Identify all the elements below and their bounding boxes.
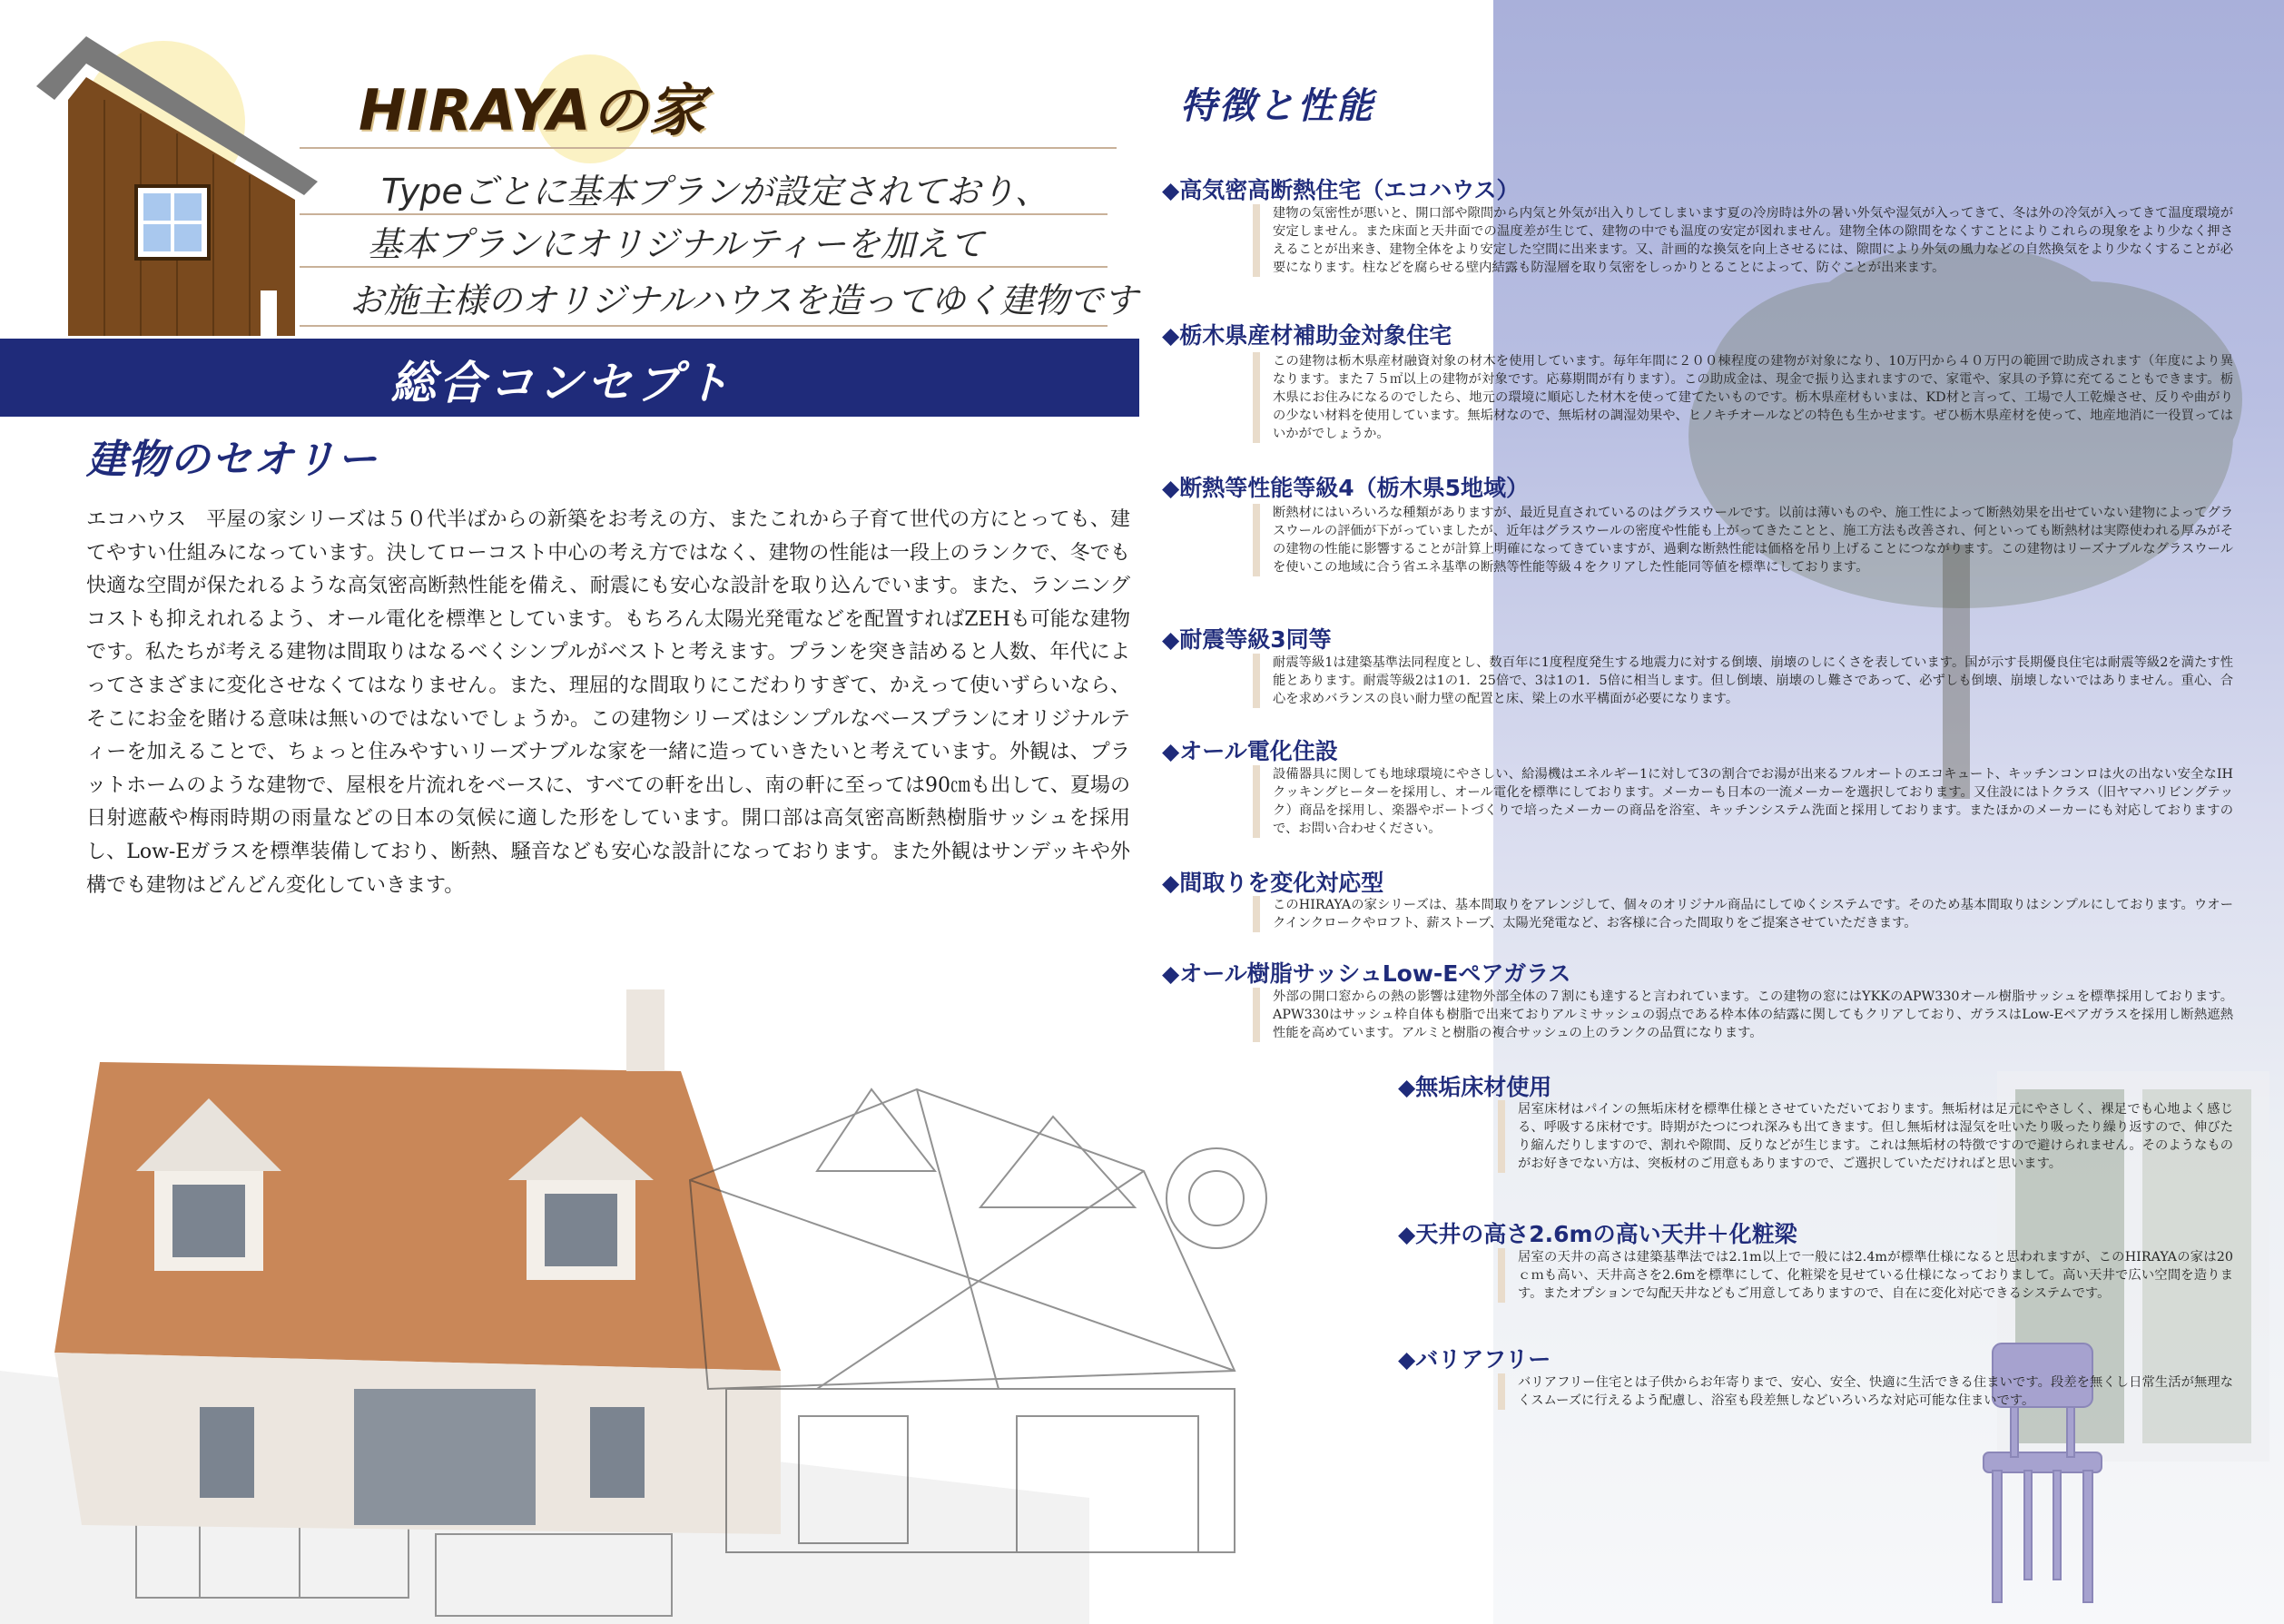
- feature-heading-1: ◆高気密高断熱住宅（エコハウス）: [1162, 177, 1520, 203]
- concept-body: エコハウス 平屋の家シリーズは５０代半ばからの新築をお考えの方、またこれから子育て世代の方にとっても、建てやすい仕組みになっています。決してローコスト中心の考え方ではなく、建物の性能は一段上のランクで、冬でも快適な空間が保たれるような高気密高断熱性能を備え、耐震にも安心な設計を取り込んでいます。また、ランニングコストも抑えれれるよう、オール電化を標準としています。もちろん太陽光発電などを配置すればZEHも可能な建物です。私たちが考える建物は間取りはなるべくシンプルがベストと考えます。プランを突き詰めると人数、年代によってさまざまに変化させなくてはなりません。また、理屈的な間取りにこだわりすぎて、かえって使いずらいなら、そこにお金を賭ける意味は無いのではないでしょうか。この建物シリーズはシンプルなベースプランにオリジナルティーを加えることで、ちょっと住みやすいリーズナブルな家を一緒に造っていきたいと考えています。外観は、プラットホームのような建物で、屋根を片流れをベースに、すべての軒を出し、南の軒に至っては90㎝も出して、夏場の日射遮蔽や梅雨時期の雨量などの日本の気候に適した形をしています。開口部は高気密高断熱樹脂サッシュを採用し、Low-Eガラスを標準装備しており、断熱、騒音なども安心な設計になっております。また外観はサンデッキや外構でも建物はどんどん変化していきます。: [86, 508, 1130, 897]
- feature-heading-3: ◆断熱等性能等級4（栃木県5地域）: [1162, 475, 1530, 501]
- divider: [300, 325, 1108, 327]
- tagline-3: お施主様のオリジナルハウスを造ってゆく建物です: [349, 281, 1138, 320]
- feature-body-10: バリアフリー住宅とは子供からお年寄りまで、安心、安全、快適に生活できる住まいです。段差を無くし日常生活が無理なくスムーズに行えるよう配慮し、浴室も段差無しなどいろいろな対応可能な住まいです。: [1498, 1373, 2233, 1410]
- feature-body-1: 建物の気密性が悪いと、開口部や隙間から内気と外気が出入りしてしまいます夏の冷房時は外の暑い外気や湿気が入ってきて、冬は外の冷気が入ってきて温度環境が安定しません。また床面と天井面での温度差が生じて、建物の中でも温度の安定が図れません。建物全体の隙間をなくすことによりこれらの現象をより少なく押さえることが出来き、建物全体をより安定した空間に出来ます。又、計画的な換気を向上させるには、隙間により外気の風力などの自然換気をより少なくすることが必要になります。柱などを腐らせる壁内結露も防湿層を取り気密をしっかりとることによって、防ぐことが出来ます。: [1253, 204, 2233, 277]
- feature-body-8: 居室床材はパインの無垢床材を標準仕様とさせていただいております。無垢材は足元にやさしく、裸足でも心地よく感じる、呼吸する床材です。時期がたつにつれ深みも出てきます。但し無垢材は湿気を吐いたり吸ったり繰り返すので、伸びたり縮んだりしますので、割れや隙間、反りなどが生じます。これは無垢材の特徴ですので避けられません。そのようなものがお好きでない方は、突板材のご用意もありますので、ご選択していただければと思います。: [1498, 1100, 2233, 1173]
- feature-heading-4: ◆耐震等級3同等: [1162, 626, 1332, 653]
- feature-body-4: 耐震等級1は建築基準法同程度とし、数百年に1度程度発生する地震力に対する倒壊、崩壊のしにくさを表しています。国が示す長期優良住宅は耐震等級2を満たす性能とあります。耐震等級2は1の1．25倍で、3は1の1．5倍に相当します。但し倒壊、崩壊のし難さであって、必ずしも倒壊、崩壊しないではありません。重心、合心を求めバランスの良い耐力壁の配置と床、梁上の水平構面が必要になります。: [1253, 654, 2233, 708]
- feature-body-3: 断熱材にはいろいろな種類がありますが、最近見直されているのはグラスウールです。以前は薄いものや、施工性によって断熱効果を出せていない建物によってグラスウールの評価が下がっていましたが、近年はグラスウールの密度や性能も上がってきたことと、施工方法も改善され、何といっても断熱材は実際使われる厚みがその建物の性能に影響することが計算上明確になってきていますが、過剰な断熱性能は価格を吊り上げることにつながります。この建物はリーズナブルなグラスウールを使いこの地域に合う省エネ基準の断熱等性能等級４をクリアした性能同等値を標準にしております。: [1253, 504, 2233, 576]
- divider: [300, 213, 1108, 215]
- feature-heading-9: ◆天井の高さ2.6mの高い天井＋化粧梁: [1398, 1221, 1797, 1247]
- feature-heading-8: ◆無垢床材使用: [1398, 1074, 1552, 1100]
- feature-body-9: 居室の天井の高さは建築基準法では2.1m以上で一般には2.4mが標準仕様になると思われますが、このHIRAYAの家は20ｃｍも高い、天井高さを2.6mを標準にして、化粧梁を見せている仕様になっておりまして。高い天井で広い空間を造ります。またオプションで勾配天井などもご用意してありますので、自在に変化対応できるシステムです。: [1498, 1248, 2233, 1303]
- divider: [300, 266, 1108, 268]
- tagline-2: 基本プランにオリジナルティーを加えて: [368, 224, 985, 264]
- feature-body-5: 設備器具に関しても地球環境にやさしい、給湯機はエネルギー1に対して3の割合でお湯が出来るフルオートのエコキュート、キッチンコンロは火の出ない安全なIHクッキングヒーターを採用し、オール電化を標準にしております。メーカーも日本の一流メーカーを選択しております。又住設にはトクラス（旧ヤマハリビングテック）商品を採用し、楽器やボートづくりで培ったメーカーの商品を浴室、キッチンシステム洗面と採用しております。またほかのメーカーにも対応しておりますので、お問い合わせください。: [1253, 765, 2233, 838]
- feature-body-6: このHIRAYAの家シリーズは、基本間取りをアレンジして、個々のオリジナル商品にしてゆくシステムです。そのため基本間取りはシンプルにしております。ウオークインクロークやロフト、薪ストーブ、太陽光発電など、お客様に合った間取りをご提案させていただきます。: [1253, 896, 2233, 932]
- page-title: HIRAYAの家: [359, 77, 706, 143]
- house-logo: [32, 32, 349, 336]
- features-title: 特徴と性能: [1180, 85, 1375, 127]
- divider: [300, 147, 1117, 149]
- house-wireframe-illustration: [0, 989, 1452, 1624]
- feature-heading-5: ◆オール電化住設: [1162, 738, 1338, 764]
- feature-heading-10: ◆バリアフリー: [1398, 1346, 1551, 1373]
- theory-title: 建物のセオリー: [86, 437, 379, 483]
- feature-heading-7: ◆オール樹脂サッシュLow-Eペアガラス: [1162, 960, 1571, 987]
- feature-body-2: この建物は栃木県産材融資対象の材木を使用しています。毎年年間に２００棟程度の建物が対象になり、10万円から４０万円の範囲で助成されます（年度により異なります。また７５㎡以上の建物が対象です。応募期間が有ります）。この助成金は、現金で振り込まれますので、家電や、家具の予算に充てることもできます。栃木県にお住みになるのでしたら、地元の環境に順応した材木を使って建てたいものです。栃木県産材もいまは、KD材と言って、工場で人工乾燥させ、反りや曲がりの少ない材料を使用しています。無垢材なので、無垢材の調湿効果や、ヒノキチオールなどの特色も生かせます。ぜひ栃木県産材を使って、地産地消に一役買ってはいかがでしょうか。: [1253, 352, 2233, 443]
- tagline-1: Typeごとに基本プランが設定されており、: [381, 172, 1049, 212]
- feature-heading-2: ◆栃木県産材補助金対象住宅: [1162, 322, 1452, 349]
- feature-heading-6: ◆間取りを変化対応型: [1162, 870, 1384, 896]
- concept-title: 総合コンセプト: [390, 357, 733, 409]
- feature-body-7: 外部の開口窓からの熱の影響は建物外部全体の７割にも達すると言われています。この建物の窓にはYKKのAPW330オール樹脂サッシュを標準採用しております。APW330はサッシュ枠自体も樹脂で出来ておりアルミサッシュの弱点である枠本体の結露に関してもクリアしており、ガラスはLow-Eペアガラスを採用し断熱遮熱性能を高めています。アルミと樹脂の複合サッシュの上のランクの品質になります。: [1253, 988, 2233, 1042]
